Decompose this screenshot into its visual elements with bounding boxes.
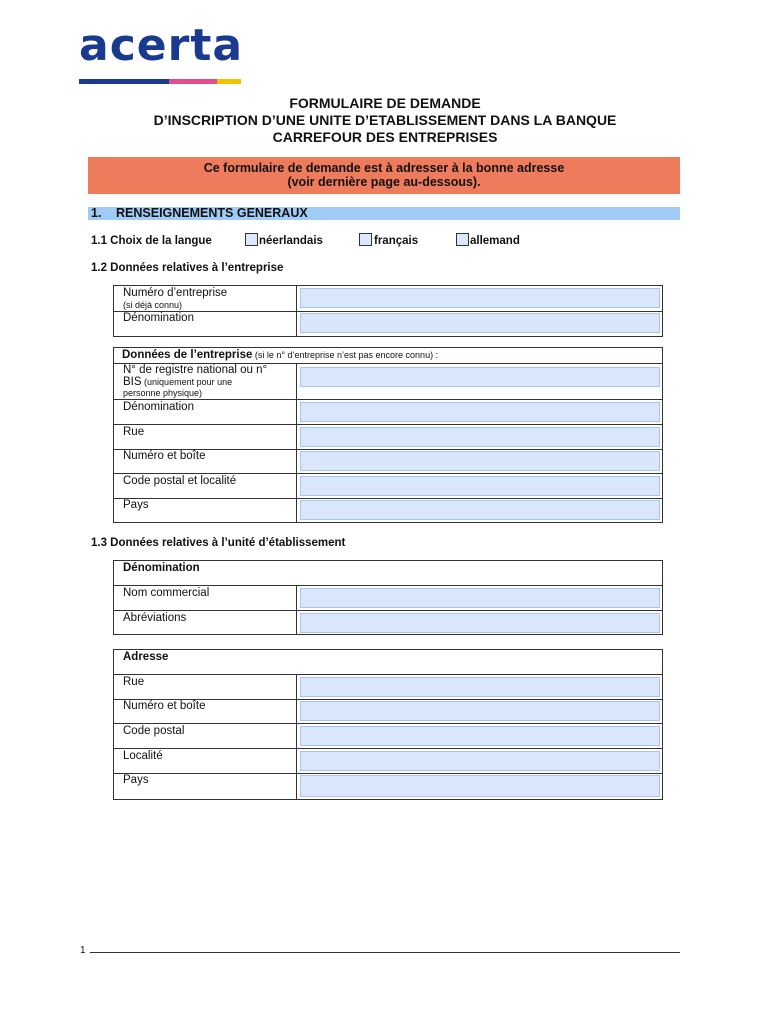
company-name-label: Dénomination	[123, 312, 194, 324]
checkbox-dutch[interactable]	[245, 233, 258, 246]
registry-bis-label: BIS	[123, 376, 142, 388]
company-country-label: Pays	[123, 499, 149, 511]
page-number: 1	[80, 945, 86, 956]
unit-postal-field[interactable]	[300, 726, 660, 746]
table-divider	[113, 473, 663, 474]
table-divider	[113, 748, 663, 749]
form-title-line-2: D’INSCRIPTION D’UNE UNITE D’ETABLISSEMENT DANS LA BANQUE	[153, 112, 617, 128]
company-number-label: Numéro d’entreprise	[123, 287, 228, 299]
checkbox-dutch-label: néerlandais	[259, 235, 323, 247]
table-divider	[113, 610, 663, 611]
abbreviations-label: Abréviations	[123, 612, 187, 624]
checkbox-german[interactable]	[456, 233, 469, 246]
table-divider	[113, 424, 663, 425]
registry-note-line-2: personne physique)	[123, 388, 203, 398]
logo-color-bar	[79, 79, 241, 84]
unit-postal-label: Code postal	[123, 725, 185, 737]
company-data-heading-note: (si le n° d’entreprise n’est pas encore connu) :	[252, 350, 439, 360]
company-street-field[interactable]	[300, 427, 660, 447]
company-number-box-field[interactable]	[300, 451, 660, 471]
banner-line-2: (voir dernière page au-dessous).	[287, 175, 481, 189]
company-data-heading-bold: Données de l’entreprise	[122, 349, 253, 361]
section-title: RENSEIGNEMENTS GENERAUX	[116, 206, 308, 220]
unit-locality-field[interactable]	[300, 751, 660, 771]
company-number-sublabel: (si déjà connu)	[123, 300, 183, 310]
company-number-field[interactable]	[300, 288, 660, 308]
company-denomination-field[interactable]	[300, 402, 660, 422]
registry-note: (uniquement pour une	[141, 377, 233, 387]
company-denomination-label: Dénomination	[123, 401, 194, 413]
footer-rule	[90, 952, 680, 953]
company-section-heading: 1.2 Données relatives à l’entreprise	[91, 262, 284, 274]
registry-number-label: N° de registre national ou n°	[123, 364, 268, 376]
table-divider	[113, 498, 663, 499]
unit-address-header: Adresse	[123, 651, 169, 663]
company-street-label: Rue	[123, 426, 145, 438]
trade-name-label: Nom commercial	[123, 587, 210, 599]
unit-locality-label: Localité	[123, 750, 163, 762]
table-divider	[113, 773, 663, 774]
checkbox-french[interactable]	[359, 233, 372, 246]
logo-bar-segment	[79, 79, 169, 84]
banner-line-1: Ce formulaire de demande est à adresser à la bonne adresse	[203, 161, 565, 175]
address-notice-banner	[88, 157, 680, 194]
unit-country-field[interactable]	[300, 775, 660, 797]
company-name-field[interactable]	[300, 313, 660, 333]
abbreviations-field[interactable]	[300, 613, 660, 633]
table-divider	[113, 585, 663, 586]
checkbox-german-label: allemand	[470, 235, 520, 247]
unit-denomination-header: Dénomination	[123, 562, 200, 574]
table-divider	[113, 399, 663, 400]
company-country-field[interactable]	[300, 500, 660, 520]
checkbox-french-label: français	[374, 235, 419, 247]
table-divider	[113, 674, 663, 675]
acerta-logo: acerta	[79, 20, 244, 71]
table-divider	[296, 674, 297, 800]
table-divider	[113, 723, 663, 724]
unit-street-field[interactable]	[300, 677, 660, 697]
registry-number-field[interactable]	[300, 367, 660, 387]
unit-country-label: Pays	[123, 774, 149, 786]
company-data-heading	[122, 349, 438, 361]
company-postal-field[interactable]	[300, 476, 660, 496]
registry-number-label-line-2	[123, 376, 232, 388]
company-number-box-label: Numéro et boîte	[123, 450, 206, 462]
table-divider	[113, 311, 663, 312]
unit-street-label: Rue	[123, 676, 145, 688]
language-choice-label: 1.1 Choix de la langue	[91, 235, 212, 247]
form-title-line-3: CARREFOUR DES ENTREPRISES	[272, 129, 498, 145]
logo-bar-segment	[217, 79, 241, 84]
unit-number-box-label: Numéro et boîte	[123, 700, 206, 712]
company-postal-label: Code postal et localité	[123, 475, 237, 487]
unit-section-heading: 1.3 Données relatives à l’unité d’établissement	[91, 537, 346, 549]
unit-number-box-field[interactable]	[300, 701, 660, 721]
form-title-line-1: FORMULAIRE DE DEMANDE	[289, 95, 481, 111]
section-number: 1.	[91, 206, 102, 220]
table-divider	[296, 363, 297, 523]
trade-name-field[interactable]	[300, 588, 660, 608]
logo-bar-segment	[169, 79, 217, 84]
